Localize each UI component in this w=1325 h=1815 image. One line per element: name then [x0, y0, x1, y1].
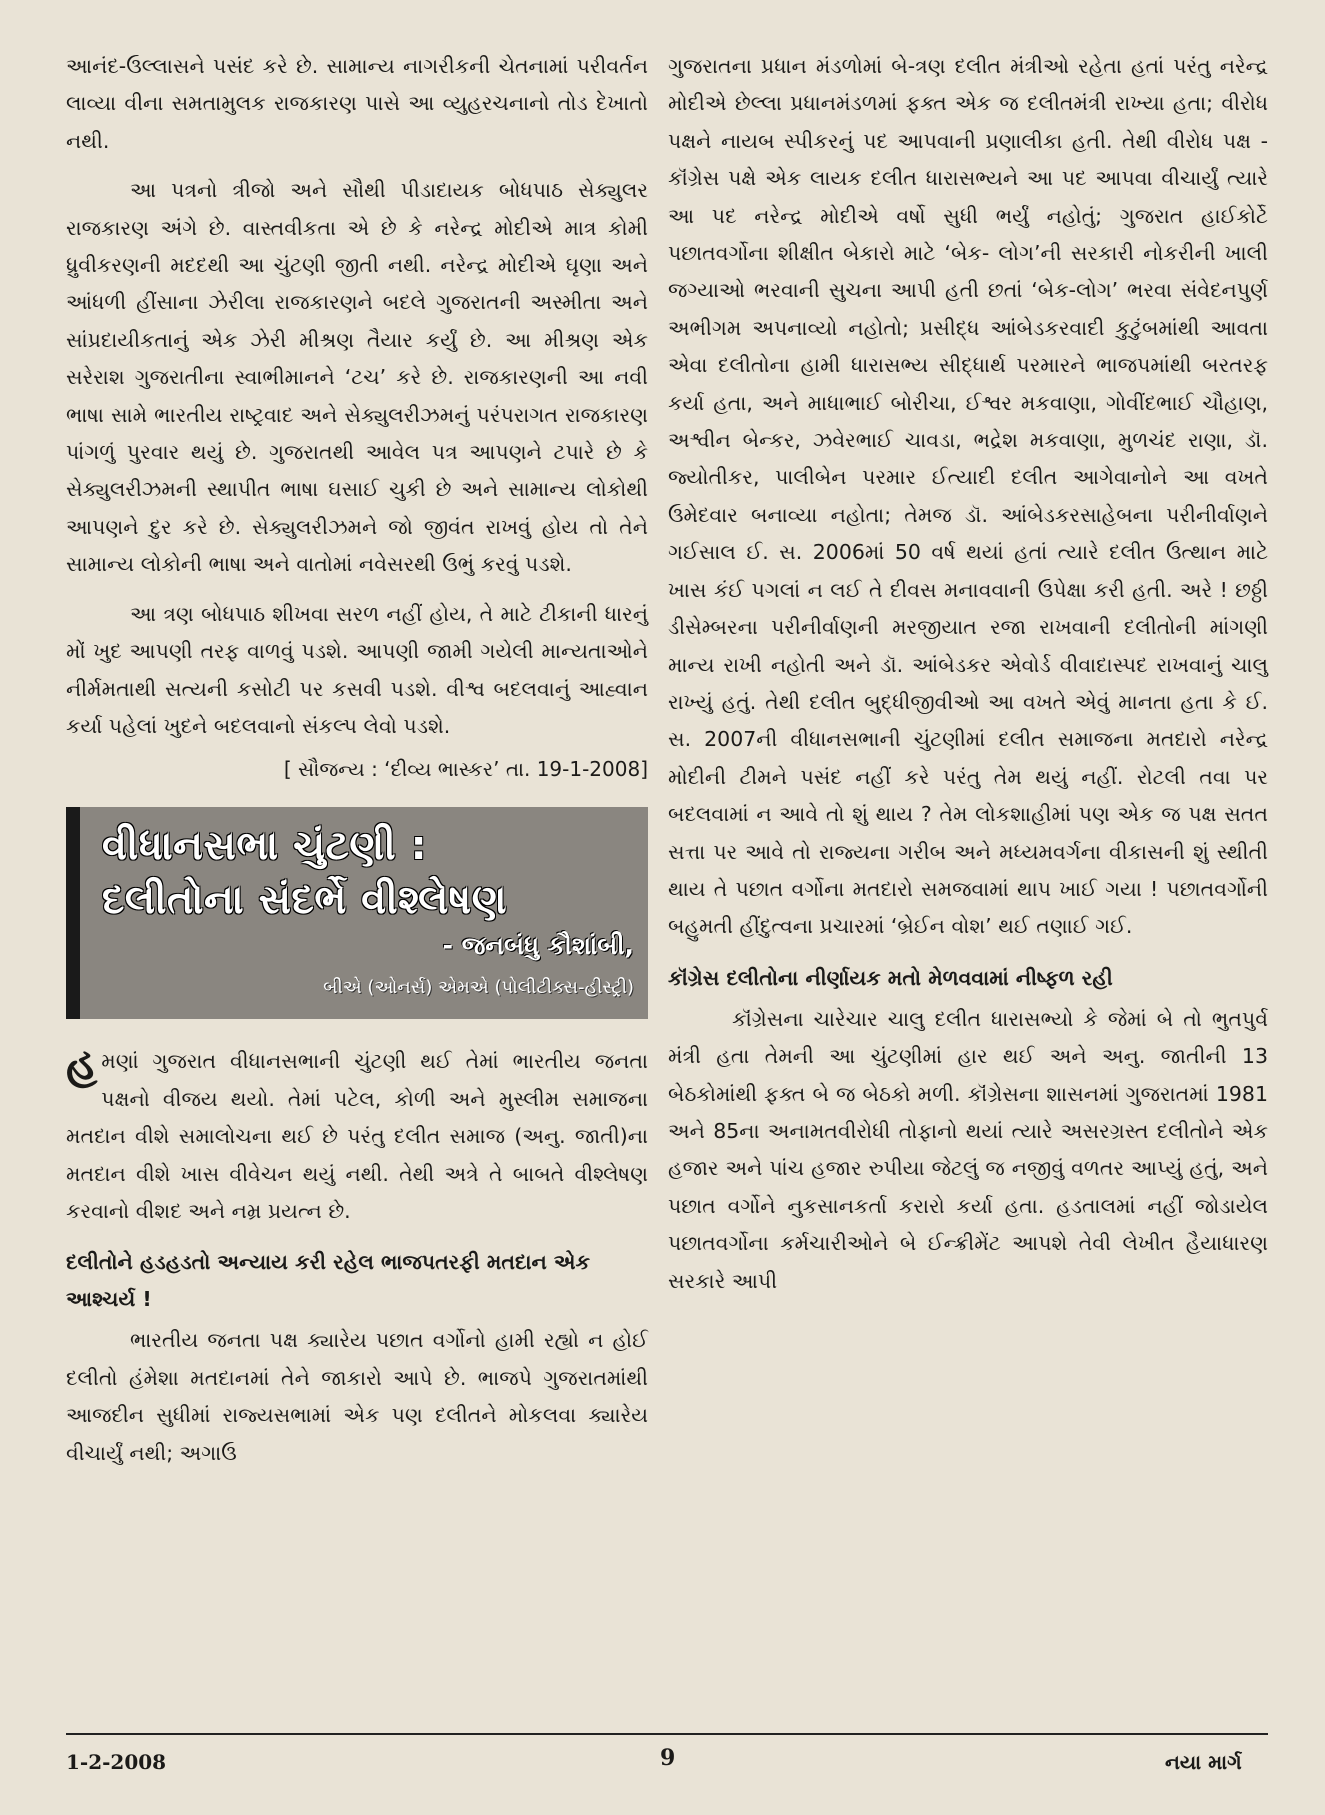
drop-cap: હ: [66, 1039, 98, 1091]
article-title-line-2: દલીતોના સંદર્ભે વીશ્લેષણ: [102, 877, 508, 924]
publication-name: નયા માર્ગ: [1165, 1750, 1242, 1774]
left-column: [66, 48, 648, 1472]
footer-divider: [66, 1733, 1268, 1735]
section-heading-2: કૉંગ્રેસ દલીતોના નીર્ણાયક મતો મેળવવામાં નીષ્ફળ રહી: [668, 965, 1113, 990]
paragraph-right-1: ગુજરાતના પ્રધાન મંડળોમાં બે-ત્રણ દલીત મંત્રીઓ રહેતા હતાં પરંતુ નરેન્દ્ર મોદીએ છેલ્લા પ્રધાનમંડળમાં ફક્ત એક જ દલીતમંત્રી રાખ્યા હતા; વીરોધ પક્ષને નાયબ સ્પીકરનું પદ આપવાની પ્રણાલીકા હતી. તેથી વીરોધ પક્ષ - કૉંગ્રેસ પક્ષે એક લાયક દલીત ધારાસભ્યને આ પદ આપવા વીચાર્યું ત્યારે આ પદ નરેન્દ્ર મોદીએ વર્ષો સુધી ભર્યું નહોતું; ગુજરાત હાઈકોર્ટે પછાતવર્ગોના શીક્ષીત બેકારો માટે ‘બેક- લોગ’ની સરકારી નોકરીની ખાલી જગ્યાઓ ભરવાની સુચના આપી હતી છતાં ‘બેક-લોગ’ ભરવા સંવેદનપુર્ણ અભીગમ અપનાવ્યો નહોતો; પ્રસીદ્ધ આંબેડકરવાદી કુટુંબમાંથી આવતા એવા દલીતોના હામી ધારાસભ્ય સીદ્ધાર્થ પરમારને ભાજપમાંથી બરતરફ કર્યા હતા, અને માધાભાઈ બોરીચા, ઈશ્વર મકવાણા, ગોવીંદભાઈ ચૌહાણ, અશ્વીન બેન્કર, ઝવેરભાઈ ચાવડા, ભદ્રેશ મકવાણા, મુળચંદ રાણા, ડૉ. જ્યોતીકર, પાલીબેન પરમાર ઈત્યાદી દલીત આગેવાનોને આ વખતે ઉમેદવાર બનાવ્યા નહોતા; તેમજ ડૉ. આંબેડકરસાહેબના પરીનીર્વાણને ગઈસાલ ઈ. સ. 2006માં 50 વર્ષ થયાં હતાં ત્યારે દલીત ઉત્થાન માટે ખાસ કંઈ પગલાં ન લઈ તે દીવસ મનાવવાની ઉપેક્ષા કરી હતી. અરે ! છઠ્ઠી ડીસેમ્બરના પરીનીર્વાણની મરજીયાત રજા રાખવાની દલીતોની માંગણી માન્ય રાખી નહોતી અને ડૉ. આંબેડકર એવોર્ડ વીવાદાસ્પદ રાખવાનું ચાલુ રાખ્યું હતું. તેથી દલીત બુદ્ધીજીવીઓ આ વખતે એવું માનતા હતા કે ઈ. સ. 2007ની વીધાનસભાની ચુંટણીમાં દલીત સમાજના મતદારો નરેન્દ્ર મોદીની ટીમને પસંદ નહીં કરે પરંતુ તેમ થયું નહીં. રોટલી તવા પર બદલવામાં ન આવે તો શું થાય ? તેમ લોકશાહીમાં પણ એક જ પક્ષ સતત સત્તા પર આવે તો રાજ્યના ગરીબ અને મધ્યમવર્ગના વીકાસની શું સ્થીતી થાય તે પછાત વર્ગોના મતદારો સમજવામાં થાપ ખાઈ ગયા ! પછાતવર્ગોની બહુમતી હીંદુત્વના પ્રચારમાં ‘બ્રેઈન વોશ’ થઈ તણાઈ ગઈ.: [668, 54, 1268, 939]
paragraph-left-2: આ પત્રનો ત્રીજો અને સૌથી પીડાદાયક બોધપાઠ સેક્યુલર રાજકારણ અંગે છે. વાસ્તવીકતા એ છે કે નરેન્દ્ર મોદીએ માત્ર કોમી ધ્રુવીકરણની મદદથી આ ચુંટણી જીતી નથી. નરેન્દ્ર મોદીએ ઘૃણા અને આંધળી હીંસાના ઝેરીલા રાજકારણને બદલે ગુજરાતની અસ્મીતા અને સાંપ્રદાયીકતાનું એક ઝેરી મીશ્રણ તૈયાર કર્યું છે. આ મીશ્રણ એક સરેરાશ ગુજરાતીના સ્વાભીમાનને ‘ટચ’ કરે છે. રાજકારણની આ નવી ભાષા સામે ભારતીય રાષ્ટ્રવાદ અને સેક્યુલરીઝમનું પરંપરાગત રાજકારણ પાંગળું પુરવાર થયું છે. ગુજરાતથી આવેલ પત્ર આપણને ટપારે છે કે સેક્યુલરીઝમની સ્થાપીત ભાષા ઘસાઈ ચુકી છે અને સામાન્ય લોકોથી આપણને દુર કરે છે. સેક્યુલરીઝમને જો જીવંત રાખવું હોય તો તેને સામાન્ય લોકોની ભાષા અને વાતોમાં નવેસરથી ઉભું કરવું પડશે.: [66, 178, 648, 577]
section-heading-1: દલીતોને હડહડતો અન્યાય કરી રહેલ ભાજપતરફી મતદાન એક આશ્ચર્ય !: [66, 1250, 590, 1312]
paragraph-left-3: આ ત્રણ બોધપાઠ શીખવા સરળ નહીં હોય, તે માટે ટીકાની ધારનું મોં ખુદ આપણી તરફ વાળવું પડશે. આપણી જામી ગયેલી માન્યતાઓને નીર્મમતાથી સત્યની કસોટી પર કસવી પડશે. વીશ્વ બદલવાનું આહ્વાન કર્યા પહેલાં ખુદને બદલવાનો સંકલ્પ લેવો પડશે.: [66, 601, 648, 738]
paragraph-left-1: આનંદ-ઉલ્લાસને પસંદ કરે છે. સામાન્ય નાગરીકની ચેતનામાં પરીવર્તન લાવ્યા વીના સમતામુલક રાજકારણ પાસે આ વ્યુહરચનાનો તોડ દેખાતો નથી.: [66, 54, 648, 153]
footer-date: 1-2-2008: [66, 1750, 167, 1774]
right-column: [668, 48, 1268, 1300]
paragraph-left-4-text: મણાં ગુજરાત વીધાનસભાની ચુંટણી થઈ તેમાં ભારતીય જનતા પક્ષનો વીજય થયો. તેમાં પટેલ, કોળી અને મુસ્લીમ સમાજના મતદાન વીશે સમાલોચના થઈ છે પરંતુ દલીત સમાજ (અનુ. જાતી)ના મતદાન વીશે ખાસ વીવેચન થયું નથી. તેથી અત્રે તે બાબતે વીશ્લેષણ કરવાનો વીશદ અને નમ્ર પ્રયત્ન છે.: [66, 1049, 648, 1223]
paragraph-left-4: [66, 1039, 648, 1230]
source-credit: [ સૌજન્ય : ‘દીવ્ય ભાસ્કર’ તા. 19-1-2008]: [283, 757, 648, 782]
article-title-banner: [66, 807, 648, 1019]
paragraph-right-2: કૉંગ્રેસના ચારેચાર ચાલુ દલીત ધારાસભ્યો કે જેમાં બે તો ભુતપુર્વ મંત્રી હતા તેમની આ ચુંટણીમાં હાર થઈ અને અનુ. જાતીની 13 બેઠકોમાંથી ફક્ત બે જ બેઠકો મળી. કૉંગ્રેસના શાસનમાં ગુજરાતમાં 1981 અને 85ના અનામતવીરોધી તોફાનો થયાં ત્યારે અસરગ્રસ્ત દલીતોને એક હજાર અને પાંચ હજાર રુપીયા જેટલું જ નજીવું વળતર આપ્યું હતું, અને પછાત વર્ગોને નુકસાનકર્તા કરારો કર્યા હતા. હડતાલમાં નહીં જોડાયેલ પછાતવર્ગોના કર્મચારીઓને બે ઈન્ક્રીમેંટ આપશે તેવી લેખીત હૈયાધારણ સરકારે આપી: [668, 1006, 1268, 1293]
page-number: 9: [660, 1745, 676, 1771]
article-author: - જનબંધુ કૌશાંબી,: [442, 931, 634, 961]
article-title-line-1: વીધાનસભા ચુંટણી :: [102, 823, 428, 870]
author-degree: બીએ (ઓનર્સ) એમએ (પોલીટીક્સ-હીસ્ટ્રી): [323, 977, 634, 999]
paragraph-left-5: ભારતીય જનતા પક્ષ ક્યારેય પછાત વર્ગોનો હામી રહ્યો ન હોઈ દલીતો હંમેશા મતદાનમાં તેને જાકારો આપે છે. ભાજપે ગુજરાતમાંથી આજદીન સુધીમાં રાજ્યસભામાં એક પણ દલીતને મોકલવા ક્યારેય વીચાર્યું નથી; અગાઉ: [66, 1328, 648, 1465]
